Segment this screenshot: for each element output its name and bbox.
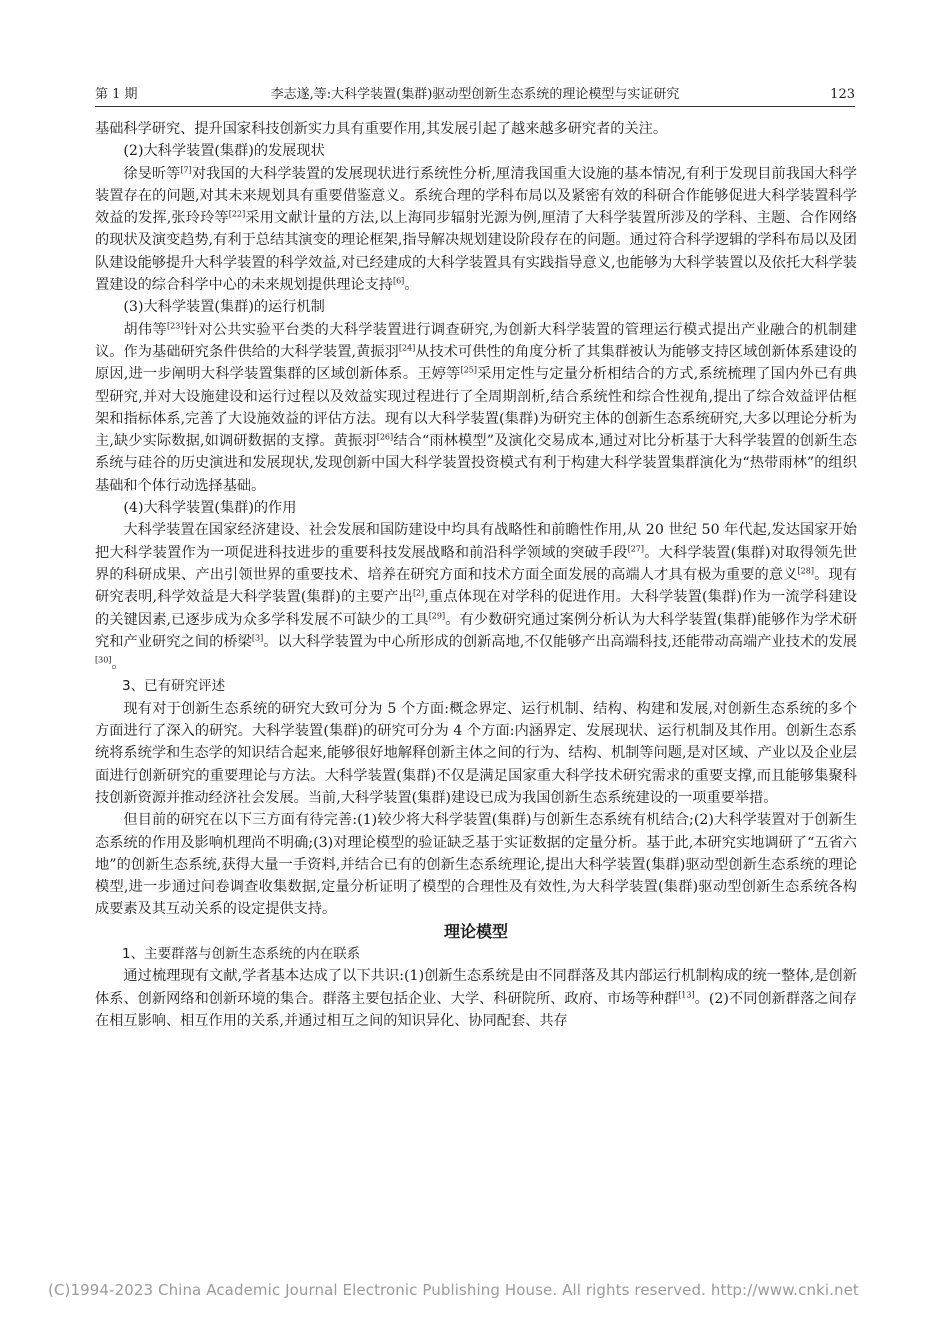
running-header [95, 84, 855, 107]
section-heading: 1、主要群落与创新生态系统的内在联系 [122, 945, 361, 962]
subheading: (3)大科学装置(集群)的运行机制 [123, 299, 325, 316]
paragraph: 大科学装置在国家经济建设、社会发展和国防建设中均具有战略性和前瞻性作用,从 20 世纪 50 年代起,发达国家开始把大科学装置作为一项促进科技进步的重要科技发展战略和前沿科学领域的突破手段[27]。大科学装置(集群)对取得领先世界的科研成果、产出引领世界的重要技术、培养在研究方面和技术方面全面发展的高端人才具有极为重要的意义[28]。现有研究表明,科学效益是大科学装置(集群)的主要产出[2],重点体现在对学科的促进作用。大科学装置(集群)作为一流学科建设的关键因素,已逐步成为众多学科发展不可缺少的工具[29]。有少数研究通过案例分析认为大科学装置(集群)能够作为学术研究和产业研究之间的桥梁[3]。以大科学装置为中心所形成的创新高地,不仅能够产出高端科技,还能带动高端产业技术的发展[30]。 [95, 522, 857, 673]
citation: [13] [678, 989, 695, 999]
issue-number: 第 1 期 [95, 87, 138, 102]
citation: [28] [797, 566, 814, 576]
paragraph: 现有对于创新生态系统的研究大致可分为 5 个方面:概念界定、运行机制、结构、构建和发展,对创新生态系统的多个方面进行了深入的研究。大科学装置(集群)的研究可分为 4 个方面:内涵界定、发展现状、运行机制及其作用。创新生态系统将系统学和生态学的知识结合起来,能够很好地解释创新主体之间的行为、结构、机制等问题,是对区域、产业以及企业层面进行创新研究的重要理论与方法。大科学装置(集群)不仅是满足国家重大科学技术研究需求的重要支撑,而且能够集聚科技创新资源并推动经济社会发展。当前,大科学装置(集群)建设已成为我国创新生态系统建设的一项重要举措。 [95, 700, 857, 806]
subheading: (2)大科学装置(集群)的发展现状 [123, 143, 325, 160]
paragraph: 胡伟等[23]针对公共实验平台类的大科学装置进行调查研究,为创新大科学装置的管理运行模式提出产业融合的机制建议。作为基础研究条件供给的大科学装置,黄振羽[24]从技术可供性的角度分析了其集群被认为能够支持区域创新体系建设的原因,进一步阐明大科学装置集群的区域创新体系。王婷等[25]采用定性与定量分析相结合的方式,系统梳理了国内外已有典型研究,并对大设施建设和运行过程以及效益实现过程进行了全周期剖析,结合系统性和综合性视角,提出了综合效益评估框架和指标体系,完善了大设施效益的评估方法。现有以大科学装置(集群)为研究主体的创新生态系统研究,大多以理论分析为主,缺少实际数据,如调研数据的支撑。黄振羽[26]结合“雨林模型”及演化交易成本,通过对比分析基于大科学装置的创新生态系统与硅谷的历史演进和发展现状,发现创新中国大科学装置投资模式有利于构建大科学装置集群演化为“热带雨林”的组织基础和个体行动选择基础。 [95, 320, 858, 494]
citation: [22] [228, 209, 246, 219]
paragraph: 通过梳理现有文献,学者基本达成了以下共识:(1)创新生态系统是由不同群落及其内部运行机制构成的统一整体,是创新体系、创新网络和创新环境的集合。群落主要包括企业、大学、科研院所、政府、市场等种群[13]。(2)不同创新群落之间存在相互影响、相互作用的关系,并通过相互之间的知识异化、协同配套、共存 [95, 968, 857, 1029]
paragraph: 徐旻昕等[7]对我国的大科学装置的发展现状进行系统性分析,厘清我国重大设施的基本情况,有利于发现目前我国大科学装置存在的问题,对其未来规划具有重要借鉴意义。系统合理的学科布局以及紧密有效的科研合作能够促进大科学装置科学效益的发挥,张玲玲等[22]采用文献计量的方法,以上海同步辐射光源为例,厘清了大科学装置所涉及的学科、主题、合作网络的现状及演变趋势,有利于总结其演变的理论框架,指导解决规划建设阶段存在的问题。通过符合科学逻辑的学科布局以及团队建设能够提升大科学装置的科学效益,对已经建成的大科学装置具有实践指导意义,也能够为大科学装置以及依托大科学装置建设的综合科学中心的未来规划提供理论支持[6]。 [95, 164, 858, 294]
section-heading: 3、已有研究评述 [122, 678, 226, 695]
paragraph: 但目前的研究在以下三方面有待完善:(1)较少将大科学装置(集群)与创新生态系统有机结合;(2)大科学装置对于创新生态系统的作用及影响机理尚不明确;(3)对理论模型的验证缺乏基于实证数据的定量分析。基于此,本研究实地调研了“五省六地”的创新生态系统,获得大量一手资料,并结合已有的创新生态系统理论,提出大科学装置(集群)驱动型创新生态系统的理论模型,进一步通过问卷调查收集数据,定量分析证明了模型的合理性及有效性,为大科学装置(集群)驱动型创新生态系统各构成要素及其互动关系的设定提供支持。 [95, 812, 857, 918]
citation: [25] [460, 365, 477, 375]
section-title: 理论模型 [443, 921, 508, 941]
citation: [24] [398, 343, 416, 353]
citation: [7] [180, 164, 192, 174]
citation: [6] [392, 276, 405, 286]
citation: [30] [95, 655, 112, 665]
citation: [27] [627, 543, 644, 553]
citation: [3] [251, 633, 264, 643]
body-text [95, 118, 857, 1032]
running-title: 李志遂,等:大科学装置(集群)驱动型创新生态系统的理论模型与实证研究 [270, 87, 680, 102]
citation: [26] [376, 432, 394, 442]
page-number: 123 [830, 87, 855, 102]
paragraph: 基础科学研究、提升国家科技创新实力具有重要作用,其发展引起了越来越多研究者的关注。 [95, 121, 668, 137]
citation: [29] [428, 610, 446, 620]
copyright-footer: (C)1994-2023 China Academic Journal Electronic Publishing House. All rights reserved. http://www.cnki.net [48, 1281, 859, 1299]
citation: [2] [412, 588, 425, 598]
subheading: (4)大科学装置(集群)的作用 [123, 500, 297, 517]
citation: [23] [167, 320, 184, 330]
